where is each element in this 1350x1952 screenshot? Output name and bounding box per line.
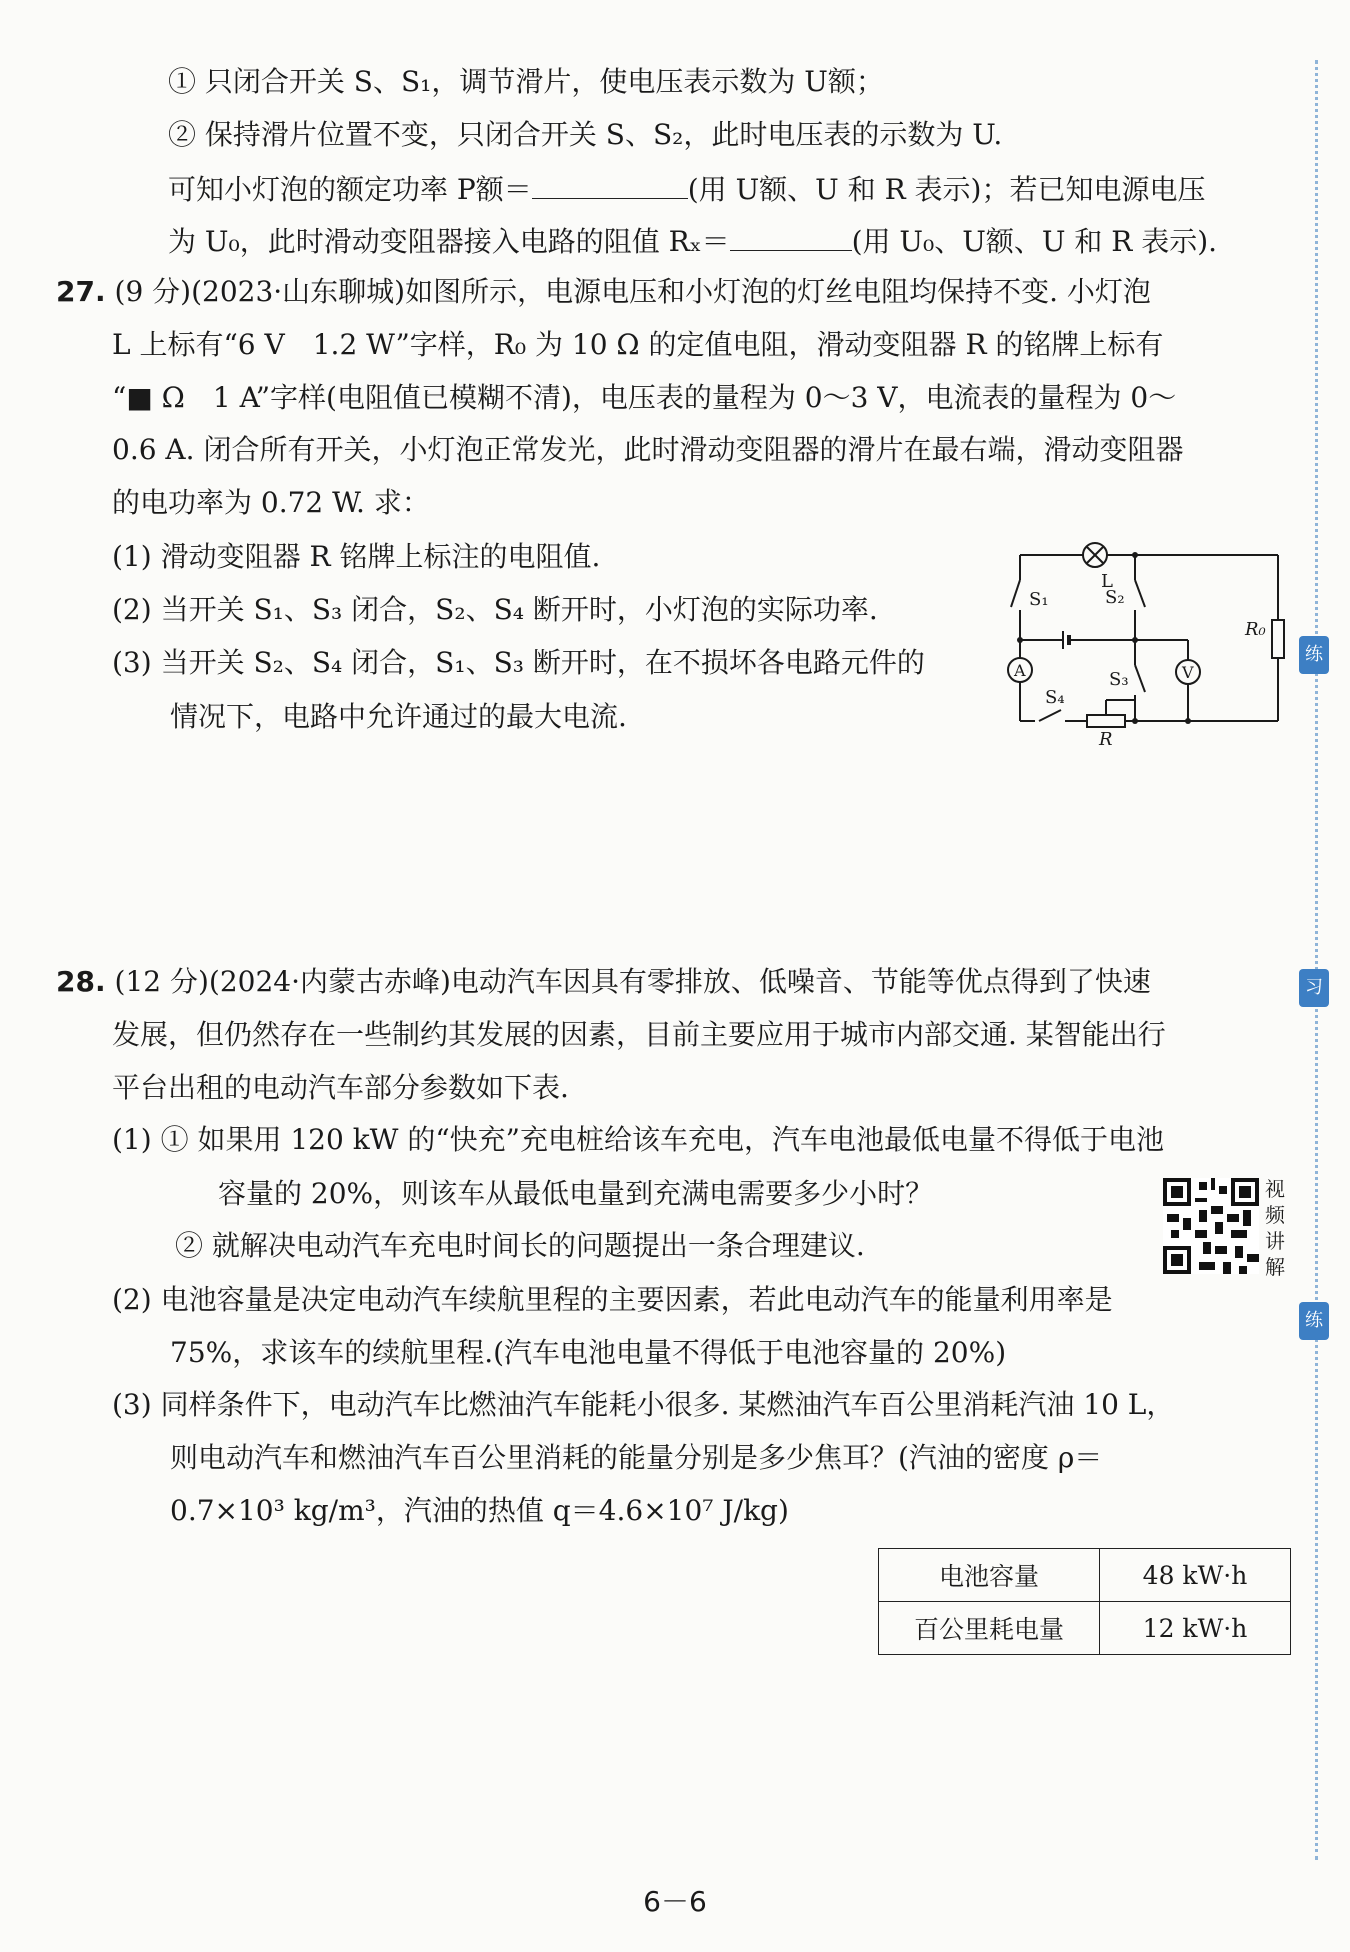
- q28-part-3c: 0.7×10³ kg/m³，汽油的热值 q＝4.6×10⁷ J/kg): [170, 1494, 789, 1527]
- q28-part-2b: 75%，求该车的续航里程.(汽车电池电量不得低于电池容量的 20%): [170, 1336, 1007, 1369]
- label-r0: R₀: [1245, 619, 1266, 640]
- q27-number: 27.: [56, 275, 106, 308]
- q27-line-1: [56, 272, 1151, 312]
- margin-dotted-line: [1315, 60, 1318, 1860]
- q28-part-3b: 则电动汽车和燃油汽车百公里消耗的能量分别是多少焦耳？(汽油的密度 ρ＝: [170, 1441, 1103, 1474]
- table-cell-key: 百公里耗电量: [879, 1602, 1100, 1655]
- q27-stem-3: “■ Ω 1 A”字样(电阻值已模糊不清)，电压表的量程为 0～3 V，电流表的量程为 0～: [112, 381, 1177, 414]
- q28-line-1: [56, 962, 1151, 1002]
- step-2-text: ② 保持滑片位置不变，只闭合开关 S、S₂，此时电压表的示数为 U.: [168, 118, 1003, 151]
- rated-power-line: [168, 168, 1205, 210]
- step-1-text: ① 只闭合开关 S、S₁，调节滑片，使电压表示数为 U额；: [168, 65, 884, 98]
- ammeter-label: A: [1014, 661, 1026, 680]
- q28-part-2a: (2) 电池容量是决定电动汽车续航里程的主要因素，若此电动汽车的能量利用率是: [112, 1283, 1113, 1316]
- table-row: [879, 1602, 1291, 1655]
- rated-power-blank: [532, 168, 688, 199]
- q28-stem-1: (12 分)(2024·内蒙古赤峰)电动汽车因具有零排放、低噪音、节能等优点得到了快速: [114, 965, 1151, 998]
- page-number: 6－6: [643, 1885, 707, 1918]
- video-qr-code[interactable]: [1163, 1178, 1259, 1274]
- q28-number: 28.: [56, 965, 106, 998]
- table-cell-value: 48 kW·h: [1100, 1549, 1291, 1602]
- q28-part-1b: 容量的 20%，则该车从最低电量到充满电需要多少小时？: [218, 1177, 934, 1210]
- car-parameter-table: [878, 1548, 1291, 1655]
- label-s2: S₂: [1105, 587, 1125, 608]
- q27-part-3a: (3) 当开关 S₂、S₄ 闭合，S₁、S₃ 断开时，在不损坏各电路元件的: [112, 646, 925, 679]
- label-l: L: [1101, 571, 1113, 592]
- table-row: [879, 1549, 1291, 1602]
- q28-stem-2: 发展，但仍然存在一些制约其发展的因素，目前主要应用于城市内部交通. 某智能出行: [112, 1018, 1166, 1051]
- q28-stem-3: 平台出租的电动汽车部分参数如下表.: [112, 1071, 569, 1104]
- resistance-hint: (用 U₀、U额、U 和 R 表示).: [851, 225, 1218, 258]
- q27-stem-5: 的电功率为 0.72 W. 求：: [112, 486, 430, 519]
- resistance-blank: [730, 220, 852, 251]
- label-r: R: [1099, 729, 1113, 750]
- rated-power-hint: (用 U额、U 和 R 表示)；若已知电源电压: [687, 173, 1206, 206]
- q27-part-3b: 情况下，电路中允许通过的最大电流.: [170, 700, 627, 733]
- q28-part-1a: (1) ① 如果用 120 kW 的“快充”充电桩给该车充电，汽车电池最低电量不得低于电池: [112, 1123, 1164, 1156]
- table-cell-key: 电池容量: [879, 1549, 1100, 1602]
- resistance-label: 为 U₀，此时滑动变阻器接入电路的阻值 Rₓ＝: [168, 225, 730, 258]
- label-s1: S₁: [1029, 589, 1049, 610]
- voltmeter-label: V: [1182, 663, 1194, 682]
- q28-part-1c: ② 就解决电动汽车充电时间长的问题提出一条合理建议.: [175, 1229, 865, 1262]
- label-s3: S₃: [1109, 669, 1129, 690]
- video-explanation-label: 视频讲解: [1265, 1177, 1285, 1279]
- q27-part-2: (2) 当开关 S₁、S₃ 闭合，S₂、S₄ 断开时，小灯泡的实际功率.: [112, 593, 878, 626]
- q27-part-1: (1) 滑动变阻器 R 铭牌上标注的电阻值.: [112, 540, 601, 573]
- margin-tab: 练: [1299, 1302, 1329, 1340]
- rated-power-label: 可知小灯泡的额定功率 P额＝: [168, 173, 532, 206]
- circuit-diagram: [995, 535, 1290, 750]
- q27-stem-1: (9 分)(2023·山东聊城)如图所示，电源电压和小灯泡的灯丝电阻均保持不变. 小灯泡: [114, 275, 1151, 308]
- resistance-line: [168, 220, 1217, 262]
- margin-tab: 习: [1299, 969, 1329, 1007]
- q27-stem-4: 0.6 A. 闭合所有开关，小灯泡正常发光，此时滑动变阻器的滑片在最右端，滑动变阻器: [112, 433, 1184, 466]
- label-s4: S₄: [1045, 687, 1065, 708]
- table-cell-value: 12 kW·h: [1100, 1602, 1291, 1655]
- q28-part-3a: (3) 同样条件下，电动汽车比燃油汽车能耗小很多. 某燃油汽车百公里消耗汽油 10 L，: [112, 1388, 1175, 1421]
- margin-tab: 练: [1299, 636, 1329, 674]
- q27-stem-2: L 上标有“6 V 1.2 W”字样，R₀ 为 10 Ω 的定值电阻，滑动变阻器 R 的铭牌上标有: [112, 328, 1164, 361]
